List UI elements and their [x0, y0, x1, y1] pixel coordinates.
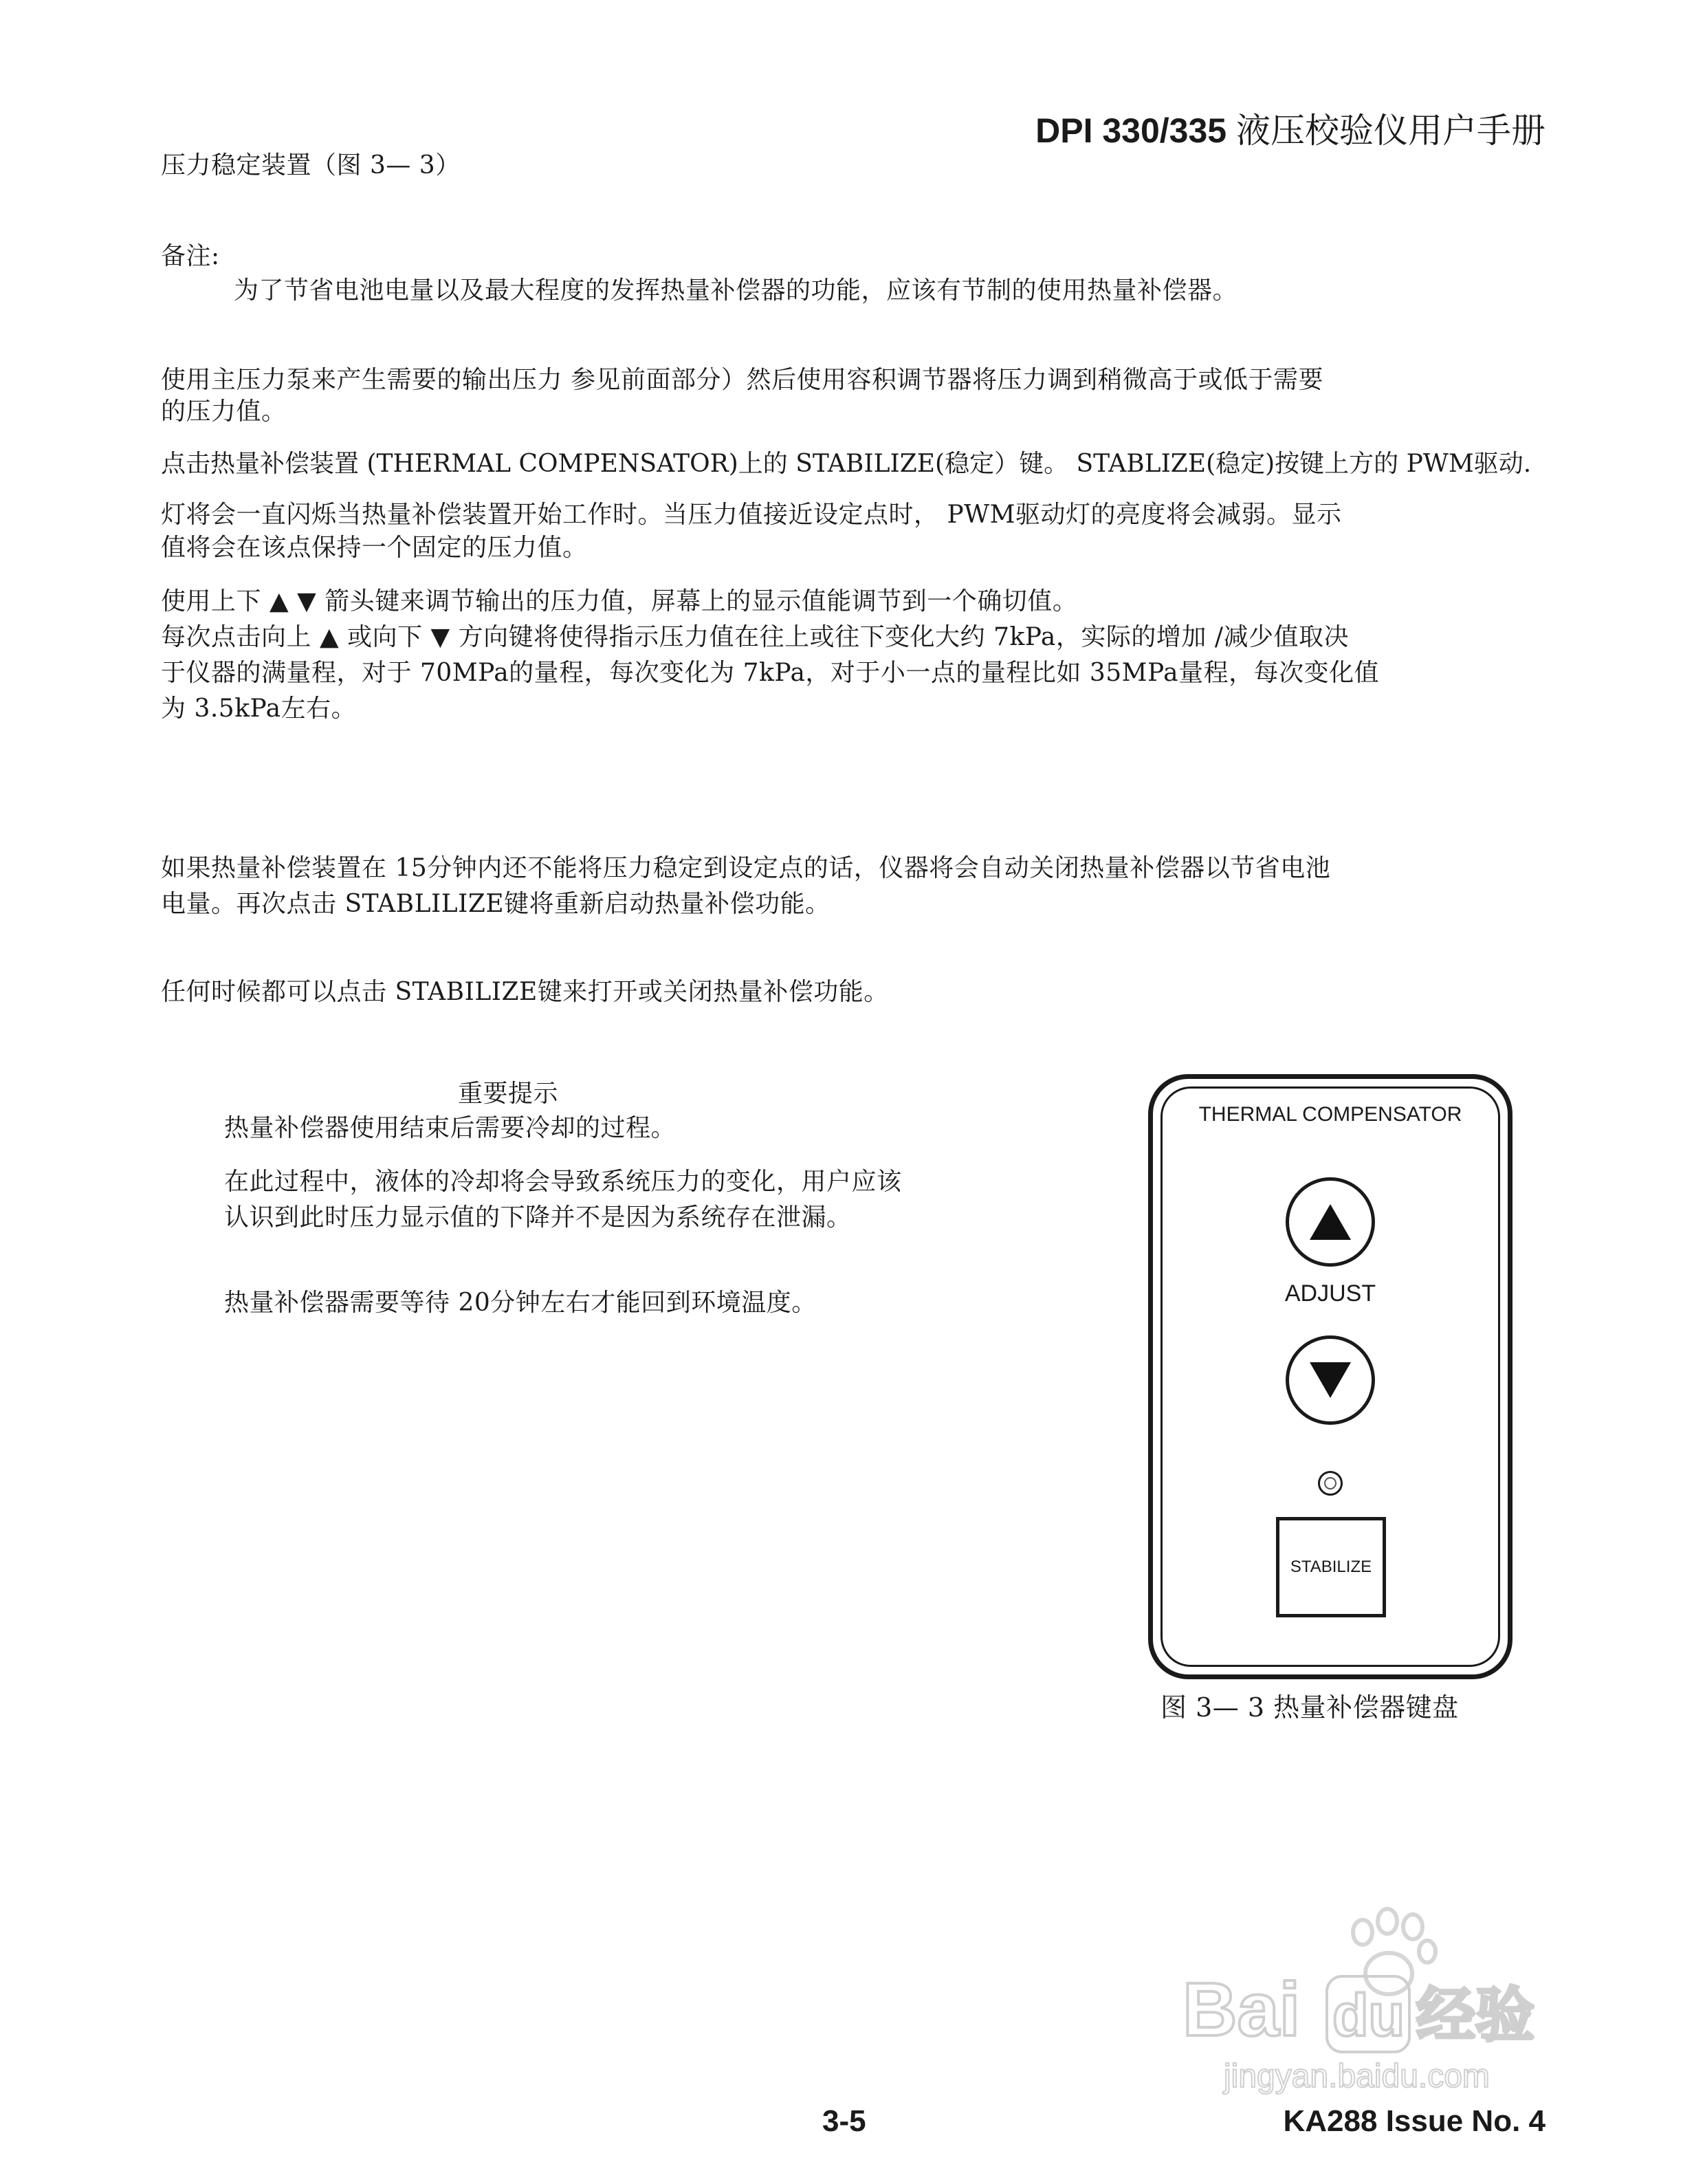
stabilize-label: STABILIZE [1290, 1558, 1372, 1576]
baidu-watermark-logo [1169, 1891, 1568, 2097]
figure-caption: 图 3— 3 热量补偿器键盘 [1160, 1692, 1459, 1723]
adjust-down-button[interactable] [1286, 1335, 1375, 1425]
note-text: 为了节省电池电量以及最大程度的发挥热量补偿器的功能，应该有节制的使用热量补偿器。 [234, 276, 1238, 305]
note-label: 备注: [161, 242, 220, 270]
page-number: 3-5 [822, 2104, 866, 2138]
pwm-indicator-led [1318, 1471, 1343, 1496]
important-line: 热量补偿器使用结束后需要冷却的过程。 [224, 1114, 676, 1142]
important-line: 认识到此时压力显示值的下降并不是因为系统存在泄漏。 [224, 1203, 852, 1232]
triangle-up-icon [1308, 1203, 1352, 1241]
paragraph-line: 灯将会一直闪烁当热量补偿装置开始工作时。当压力值接近设定点时， PWM驱动灯的亮度将会减弱。显示 [161, 501, 1342, 529]
paragraph-line: 使用主压力泵来产生需要的输出压力 参见前面部分）然后使用容积调节器将压力调到稍微高于或低于需要 [161, 366, 1323, 394]
adjust-label: ADJUST [1284, 1280, 1376, 1307]
paragraph-line: 电量。再次点击 STABLILIZE键将重新启动热量补偿功能。 [161, 890, 830, 918]
paragraph-line: 为 3.5kPa左右。 [161, 695, 357, 723]
important-line: 在此过程中，液体的冷却将会导致系统压力的变化，用户应该 [224, 1168, 902, 1196]
keypad-panel-title: THERMAL COMPENSATOR [1198, 1103, 1462, 1126]
adjust-up-button[interactable] [1286, 1177, 1375, 1267]
paragraph-line: 使用上下 ▲ ▼ 箭头键来调节输出的压力值，屏幕上的显示值能调节到一个确切值。 [161, 587, 1078, 615]
paragraph-line: 任何时候都可以点击 STABILIZE键来打开或关闭热量补偿功能。 [161, 978, 889, 1006]
important-title: 重要提示 [458, 1080, 559, 1108]
stabilize-button[interactable] [1276, 1517, 1386, 1617]
paragraph-line: 点击热量补偿装置 (THERMAL COMPENSATOR)上的 STABILIZE(稳定）键。 STABLIZE(稳定)按键上方的 PWM驱动. [161, 450, 1532, 478]
svg-text:du: du [1332, 1983, 1405, 2049]
important-line: 热量补偿器需要等待 20分钟左右才能回到环境温度。 [224, 1289, 817, 1317]
paragraph-line: 值将会在该点保持一个固定的压力值。 [161, 534, 588, 562]
section-title: 压力稳定装置（图 3— 3） [161, 151, 461, 179]
svg-text:jingyan.baidu.com: jingyan.baidu.com [1224, 2058, 1490, 2095]
svg-text:经验: 经验 [1416, 1981, 1534, 2050]
paragraph-line: 每次点击向上 ▲ 或向下 ▼ 方向键将使得指示压力值在往上或往下变化大约 7kPa，实际的增加 /减少值取决 [161, 623, 1349, 651]
triangle-down-icon [1308, 1361, 1352, 1399]
paragraph-line: 如果热量补偿装置在 15分钟内还不能将压力稳定到设定点的话，仪器将会自动关闭热量补偿器以节省电池 [161, 854, 1331, 882]
svg-text:Bai: Bai [1182, 1967, 1301, 2052]
document-id: KA288 Issue No. 4 [1283, 2104, 1546, 2138]
header-model: DPI 330/335 [1035, 111, 1227, 150]
document-header [1035, 103, 1546, 153]
paragraph-line: 的压力值。 [161, 397, 287, 426]
header-title: 液压校验仪用户手册 [1236, 111, 1546, 151]
paragraph-line: 于仪器的满量程，对于 70MPa的量程，每次变化为 7kPa，对于小一点的量程比如 35MPa量程，每次变化值 [161, 659, 1380, 687]
